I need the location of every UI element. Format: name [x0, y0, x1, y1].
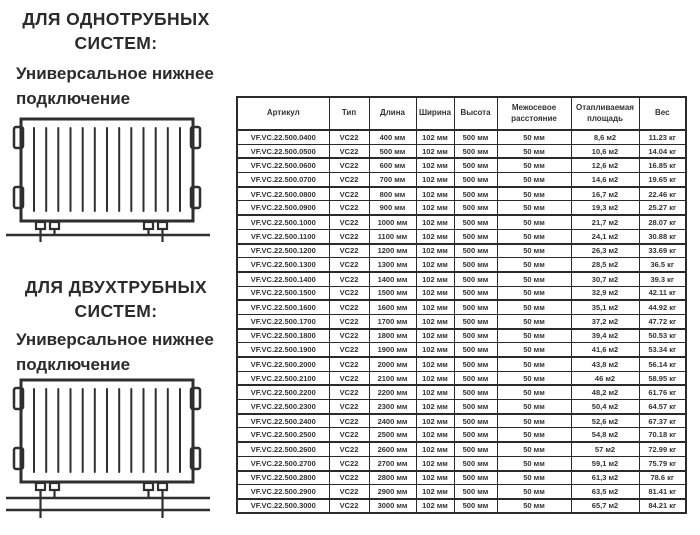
table-cell: 16.85 кг [639, 158, 686, 172]
column-header: Вес [639, 97, 686, 130]
table-cell: 102 мм [416, 499, 454, 513]
table-cell: 50 мм [497, 286, 571, 300]
table-cell: 57 м2 [571, 442, 639, 456]
table-cell: 21,7 м2 [571, 215, 639, 229]
table-cell: VF.VC.22.500.1100 [237, 229, 329, 243]
radiator-single-pipe-icon [6, 113, 218, 253]
table-cell: 500 мм [454, 485, 497, 499]
column-header: Тип [329, 97, 369, 130]
table-cell: 39.3 кг [639, 272, 686, 286]
table-cell: VF.VC.22.500.1500 [237, 286, 329, 300]
table-cell: 500 мм [454, 371, 497, 385]
table-cell: 500 мм [454, 300, 497, 314]
table-cell: VF.VC.22.500.2100 [237, 371, 329, 385]
table-cell: 28,5 м2 [571, 258, 639, 272]
table-cell: 500 мм [454, 499, 497, 513]
table-cell: VC22 [329, 343, 369, 357]
table-cell: VC22 [329, 144, 369, 158]
table-cell: 500 мм [454, 158, 497, 172]
table-cell: 19,3 м2 [571, 201, 639, 215]
table-cell: VC22 [329, 244, 369, 258]
table-cell: 102 мм [416, 343, 454, 357]
table-cell: 500 мм [454, 258, 497, 272]
table-cell: 2900 мм [369, 485, 416, 499]
table-cell: 3000 мм [369, 499, 416, 513]
table-row [237, 215, 686, 229]
table-cell: VC22 [329, 130, 369, 144]
table-cell: 102 мм [416, 258, 454, 272]
table-cell: 81.41 кг [639, 485, 686, 499]
table-cell: 28.07 кг [639, 215, 686, 229]
table-cell: VF.VC.22.500.0600 [237, 158, 329, 172]
table-cell: VC22 [329, 229, 369, 243]
table-row [237, 357, 686, 371]
table-cell: 500 мм [454, 357, 497, 371]
table-cell: 52,6 м2 [571, 414, 639, 428]
table-cell: 800 мм [369, 187, 416, 201]
table-cell: 59,1 м2 [571, 456, 639, 470]
table-cell: 50 мм [497, 144, 571, 158]
table-cell: 50 мм [497, 456, 571, 470]
table-cell: VF.VC.22.500.1000 [237, 215, 329, 229]
table-cell: 8,6 м2 [571, 130, 639, 144]
table-cell: 47.72 кг [639, 314, 686, 328]
table-cell: 600 мм [369, 158, 416, 172]
two-pipe-subheading: Универсальное нижнее подключение [16, 330, 214, 374]
table-cell: 2200 мм [369, 385, 416, 399]
table-cell: 26,3 м2 [571, 244, 639, 258]
table-cell: 500 мм [454, 130, 497, 144]
table-cell: 30.88 кг [639, 229, 686, 243]
table-cell: 1500 мм [369, 286, 416, 300]
table-cell: 70.18 кг [639, 428, 686, 442]
table-cell: 1200 мм [369, 244, 416, 258]
table-cell: 2600 мм [369, 442, 416, 456]
table-cell: 50 мм [497, 173, 571, 187]
table-cell: VC22 [329, 357, 369, 371]
table-cell: 50 мм [497, 428, 571, 442]
table-cell: 500 мм [454, 173, 497, 187]
table-row [237, 485, 686, 499]
table-row [237, 158, 686, 172]
table-cell: 50.53 кг [639, 329, 686, 343]
table-cell: VF.VC.22.500.2000 [237, 357, 329, 371]
table-row [237, 258, 686, 272]
table-cell: 39,4 м2 [571, 329, 639, 343]
radiator-spec-table [236, 96, 687, 514]
table-cell: 1600 мм [369, 300, 416, 314]
table-cell: 2400 мм [369, 414, 416, 428]
table-row [237, 201, 686, 215]
table-cell: 43,8 м2 [571, 357, 639, 371]
table-cell: 50,4 м2 [571, 400, 639, 414]
table-cell: 102 мм [416, 456, 454, 470]
table-cell: 700 мм [369, 173, 416, 187]
column-header: Артикул [237, 97, 329, 130]
table-cell: 50 мм [497, 442, 571, 456]
table-cell: VF.VC.22.500.3000 [237, 499, 329, 513]
table-cell: 25.27 кг [639, 201, 686, 215]
table-cell: VF.VC.22.500.1300 [237, 258, 329, 272]
table-cell: 50 мм [497, 201, 571, 215]
table-cell: 500 мм [454, 471, 497, 485]
table-cell: VC22 [329, 286, 369, 300]
table-row [237, 173, 686, 187]
table-cell: 102 мм [416, 442, 454, 456]
table-cell: 102 мм [416, 329, 454, 343]
table-row [237, 300, 686, 314]
table-cell: 2800 мм [369, 471, 416, 485]
table-cell: 50 мм [497, 187, 571, 201]
table-cell: VF.VC.22.500.0800 [237, 187, 329, 201]
table-cell: 1700 мм [369, 314, 416, 328]
table-cell: 1000 мм [369, 215, 416, 229]
table-cell: VC22 [329, 442, 369, 456]
column-header: Отапливаемая площадь [571, 97, 639, 130]
table-cell: 54,8 м2 [571, 428, 639, 442]
table-cell: 102 мм [416, 400, 454, 414]
table-cell: 102 мм [416, 357, 454, 371]
table-cell: 64.57 кг [639, 400, 686, 414]
table-cell: VF.VC.22.500.2400 [237, 414, 329, 428]
table-cell: 50 мм [497, 385, 571, 399]
table-cell: 46 м2 [571, 371, 639, 385]
table-cell: 500 мм [454, 244, 497, 258]
table-cell: 1400 мм [369, 272, 416, 286]
table-cell: 61,3 м2 [571, 471, 639, 485]
table-cell: 102 мм [416, 371, 454, 385]
table-cell: VC22 [329, 471, 369, 485]
table-row [237, 130, 686, 144]
column-header: Длина [369, 97, 416, 130]
table-cell: 50 мм [497, 244, 571, 258]
table-row [237, 229, 686, 243]
table-header-row [237, 97, 686, 130]
table-cell: VF.VC.22.500.0900 [237, 201, 329, 215]
table-cell: VF.VC.22.500.2300 [237, 400, 329, 414]
table-row [237, 385, 686, 399]
table-cell: 102 мм [416, 215, 454, 229]
table-cell: 102 мм [416, 173, 454, 187]
table-cell: VF.VC.22.500.1200 [237, 244, 329, 258]
table-cell: 11.23 кг [639, 130, 686, 144]
table-cell: 50 мм [497, 499, 571, 513]
table-cell: 10,6 м2 [571, 144, 639, 158]
table-cell: 50 мм [497, 229, 571, 243]
spec-table-area [236, 96, 687, 514]
table-cell: 102 мм [416, 158, 454, 172]
table-cell: 75.79 кг [639, 456, 686, 470]
table-cell: 2500 мм [369, 428, 416, 442]
table-cell: VF.VC.22.500.2800 [237, 471, 329, 485]
table-cell: 1800 мм [369, 329, 416, 343]
table-cell: VF.VC.22.500.1400 [237, 272, 329, 286]
table-cell: 63,5 м2 [571, 485, 639, 499]
table-cell: 22.46 кг [639, 187, 686, 201]
table-row [237, 244, 686, 258]
table-cell: 500 мм [454, 385, 497, 399]
table-cell: VC22 [329, 201, 369, 215]
table-cell: VC22 [329, 158, 369, 172]
table-cell: 102 мм [416, 201, 454, 215]
table-cell: 102 мм [416, 272, 454, 286]
table-cell: 500 мм [454, 144, 497, 158]
table-cell: 67.37 кг [639, 414, 686, 428]
table-cell: 102 мм [416, 300, 454, 314]
radiator-two-pipe-icon [6, 374, 218, 526]
table-cell: VF.VC.22.500.1800 [237, 329, 329, 343]
table-cell: 50 мм [497, 400, 571, 414]
table-cell: VF.VC.22.500.0400 [237, 130, 329, 144]
table-cell: VC22 [329, 385, 369, 399]
table-cell: 50 мм [497, 357, 571, 371]
table-cell: 2300 мм [369, 400, 416, 414]
single-pipe-heading: ДЛЯ ОДНОТРУБНЫХ СИСТЕМ: [22, 9, 210, 53]
table-cell: VC22 [329, 173, 369, 187]
table-cell: 50 мм [497, 300, 571, 314]
column-header: Высота [454, 97, 497, 130]
table-cell: VC22 [329, 400, 369, 414]
table-cell: 500 мм [454, 314, 497, 328]
table-cell: 24,1 м2 [571, 229, 639, 243]
table-cell: 102 мм [416, 244, 454, 258]
table-cell: VF.VC.22.500.2900 [237, 485, 329, 499]
table-row [237, 414, 686, 428]
table-cell: 50 мм [497, 371, 571, 385]
table-cell: VF.VC.22.500.2600 [237, 442, 329, 456]
table-row [237, 471, 686, 485]
table-cell: 14.04 кг [639, 144, 686, 158]
table-cell: VC22 [329, 314, 369, 328]
table-cell: 50 мм [497, 414, 571, 428]
table-cell: 102 мм [416, 130, 454, 144]
table-row [237, 400, 686, 414]
table-cell: VF.VC.22.500.1700 [237, 314, 329, 328]
table-cell: VF.VC.22.500.2500 [237, 428, 329, 442]
column-header: Ширина [416, 97, 454, 130]
table-cell: 72.99 кг [639, 442, 686, 456]
table-row [237, 343, 686, 357]
table-cell: VC22 [329, 187, 369, 201]
table-cell: 500 мм [454, 215, 497, 229]
table-row [237, 286, 686, 300]
table-cell: VC22 [329, 428, 369, 442]
table-cell: 102 мм [416, 385, 454, 399]
table-row [237, 499, 686, 513]
table-cell: 61.76 кг [639, 385, 686, 399]
table-cell: 50 мм [497, 158, 571, 172]
table-cell: 44.92 кг [639, 300, 686, 314]
table-row [237, 187, 686, 201]
table-cell: VC22 [329, 371, 369, 385]
table-cell: 1900 мм [369, 343, 416, 357]
table-cell: 30,7 м2 [571, 272, 639, 286]
left-panel [0, 0, 232, 535]
table-cell: VF.VC.22.500.1600 [237, 300, 329, 314]
table-cell: 500 мм [454, 201, 497, 215]
table-cell: 500 мм [454, 400, 497, 414]
table-cell: 102 мм [416, 314, 454, 328]
table-row [237, 456, 686, 470]
two-pipe-heading: ДЛЯ ДВУХТРУБНЫХ СИСТЕМ: [24, 277, 208, 321]
table-cell: 50 мм [497, 485, 571, 499]
table-row [237, 272, 686, 286]
table-cell: 50 мм [497, 471, 571, 485]
table-cell: 500 мм [369, 144, 416, 158]
table-cell: VC22 [329, 272, 369, 286]
table-cell: 2000 мм [369, 357, 416, 371]
table-cell: 500 мм [454, 187, 497, 201]
table-cell: 65,7 м2 [571, 499, 639, 513]
table-cell: 2700 мм [369, 456, 416, 470]
table-cell: 500 мм [454, 272, 497, 286]
table-cell: 500 мм [454, 414, 497, 428]
table-cell: 2100 мм [369, 371, 416, 385]
single-pipe-subheading: Универсальное нижнее подключение [16, 64, 214, 108]
table-cell: 32,9 м2 [571, 286, 639, 300]
table-cell: 102 мм [416, 471, 454, 485]
table-cell: 102 мм [416, 485, 454, 499]
table-cell: 400 мм [369, 130, 416, 144]
table-cell: 84.21 кг [639, 499, 686, 513]
table-cell: 500 мм [454, 329, 497, 343]
table-cell: 50 мм [497, 215, 571, 229]
table-cell: 50 мм [497, 130, 571, 144]
table-cell: 78.6 кг [639, 471, 686, 485]
table-cell: 12,6 м2 [571, 158, 639, 172]
table-cell: 500 мм [454, 229, 497, 243]
table-row [237, 442, 686, 456]
table-cell: 500 мм [454, 442, 497, 456]
table-cell: 48,2 м2 [571, 385, 639, 399]
table-cell: 500 мм [454, 428, 497, 442]
table-cell: 50 мм [497, 272, 571, 286]
table-cell: VC22 [329, 456, 369, 470]
table-cell: VC22 [329, 414, 369, 428]
table-cell: 102 мм [416, 187, 454, 201]
table-cell: 500 мм [454, 343, 497, 357]
table-cell: VF.VC.22.500.0500 [237, 144, 329, 158]
table-cell: 500 мм [454, 286, 497, 300]
table-cell: 50 мм [497, 343, 571, 357]
table-row [237, 144, 686, 158]
table-cell: 56.14 кг [639, 357, 686, 371]
table-cell: 102 мм [416, 286, 454, 300]
table-cell: VF.VC.22.500.0700 [237, 173, 329, 187]
table-cell: 102 мм [416, 428, 454, 442]
table-cell: 50 мм [497, 314, 571, 328]
table-cell: VC22 [329, 485, 369, 499]
table-cell: VF.VC.22.500.2700 [237, 456, 329, 470]
table-cell: 36.5 кг [639, 258, 686, 272]
table-cell: 500 мм [454, 456, 497, 470]
table-cell: 1100 мм [369, 229, 416, 243]
table-cell: 102 мм [416, 229, 454, 243]
table-cell: 1300 мм [369, 258, 416, 272]
table-row [237, 371, 686, 385]
table-cell: 102 мм [416, 144, 454, 158]
table-cell: 900 мм [369, 201, 416, 215]
table-cell: 50 мм [497, 258, 571, 272]
column-header: Межосевое расстояние [497, 97, 571, 130]
table-cell: 102 мм [416, 414, 454, 428]
table-cell: 33.69 кг [639, 244, 686, 258]
table-cell: 35,1 м2 [571, 300, 639, 314]
table-cell: 53.34 кг [639, 343, 686, 357]
table-cell: 14,6 м2 [571, 173, 639, 187]
table-cell: VC22 [329, 300, 369, 314]
table-cell: 37,2 м2 [571, 314, 639, 328]
table-cell: VC22 [329, 499, 369, 513]
table-cell: VF.VC.22.500.1900 [237, 343, 329, 357]
table-cell: VC22 [329, 258, 369, 272]
table-cell: 58.95 кг [639, 371, 686, 385]
table-cell: 42.11 кг [639, 286, 686, 300]
table-cell: 50 мм [497, 329, 571, 343]
table-row [237, 428, 686, 442]
table-row [237, 329, 686, 343]
table-row [237, 314, 686, 328]
table-cell: 16,7 м2 [571, 187, 639, 201]
table-cell: VC22 [329, 329, 369, 343]
table-cell: VC22 [329, 215, 369, 229]
table-cell: VF.VC.22.500.2200 [237, 385, 329, 399]
table-cell: 19.65 кг [639, 173, 686, 187]
table-cell: 41,6 м2 [571, 343, 639, 357]
